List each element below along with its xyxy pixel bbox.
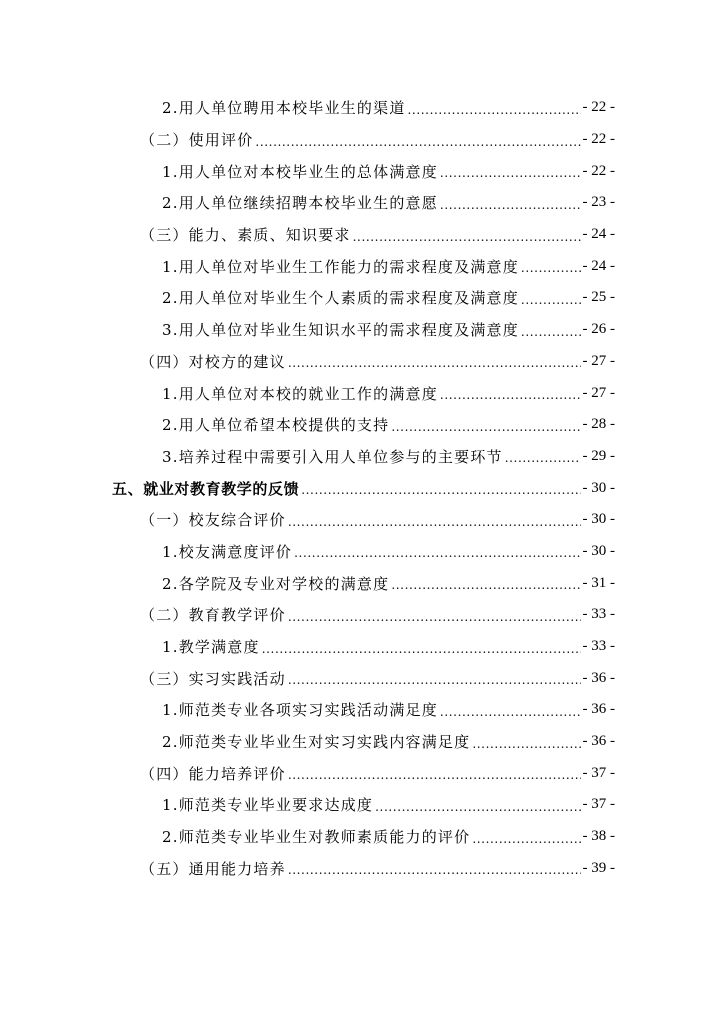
toc-leader-dots [440,701,581,719]
toc-entry-title: 1.用人单位对本校毕业生的总体满意度 [162,162,438,181]
toc-entry[interactable] [0,599,724,631]
toc-entry-title: （二）使用评价 [140,131,254,150]
toc-entry-title: 2.师范类专业毕业生对实习实践内容满足度 [162,733,471,752]
toc-leader-dots [288,352,581,370]
toc-section-entry[interactable] [0,472,724,504]
toc-leader-dots [472,733,580,751]
toc-leader-dots [521,289,581,307]
toc-entry-title: （四）能力培养评价 [140,764,286,783]
toc-leader-dots [440,162,581,180]
toc-leader-dots [391,416,580,434]
toc-entry[interactable] [0,124,724,156]
toc-entry-page: - 27 - [582,384,615,401]
toc-entry[interactable] [0,504,724,536]
table-of-contents [0,92,724,884]
toc-entry-title: 2.用人单位希望本校提供的支持 [162,416,390,435]
toc-entry-page: - 36 - [582,733,615,750]
toc-leader-dots [408,99,581,117]
toc-entry-title: 1.用人单位对毕业生工作能力的需求程度及满意度 [162,257,519,276]
toc-entry[interactable] [0,757,724,789]
toc-leader-dots [521,257,581,275]
toc-entry-page: - 22 - [582,131,615,148]
toc-entry-title: 五、就业对教育教学的反馈 [112,479,300,498]
toc-entry-title: 3.用人单位对毕业生知识水平的需求程度及满意度 [162,321,519,340]
toc-entry[interactable] [0,821,724,853]
toc-entry-title: 2.师范类专业毕业生对教师素质能力的评价 [162,828,471,847]
toc-entry-page: - 23 - [582,194,615,211]
toc-leader-dots [521,321,581,339]
toc-entry[interactable] [0,726,724,758]
toc-entry-title: （四）对校方的建议 [140,352,286,371]
toc-entry-page: - 24 - [582,257,615,274]
toc-entry-page: - 39 - [582,859,615,876]
toc-entry-page: - 37 - [582,764,615,781]
toc-entry-page: - 24 - [582,226,615,243]
toc-entry-page: - 25 - [582,289,615,306]
toc-leader-dots [262,638,581,656]
toc-entry[interactable] [0,187,724,219]
toc-entry-page: - 30 - [582,542,615,559]
toc-leader-dots [294,542,580,560]
toc-entry-title: 1.用人单位对本校的就业工作的满意度 [162,384,438,403]
toc-entry[interactable] [0,567,724,599]
toc-entry[interactable] [0,631,724,663]
toc-entry[interactable] [0,314,724,346]
toc-entry-title: 1.校友满意度评价 [162,542,293,561]
toc-entry-title: （一）校友综合评价 [140,511,286,530]
toc-entry-title: （五）通用能力培养 [140,859,286,878]
toc-entry-title: 1.师范类专业各项实习实践活动满足度 [162,701,438,720]
toc-entry-page: - 31 - [582,574,615,591]
toc-entry[interactable] [0,441,724,473]
toc-entry[interactable] [0,346,724,378]
toc-entry[interactable] [0,92,724,124]
toc-entry-title: （二）教育教学评价 [140,606,286,625]
toc-entry-page: - 36 - [582,669,615,686]
toc-leader-dots [288,606,581,624]
toc-entry-page: - 22 - [582,99,615,116]
toc-entry-title: 2.用人单位聘用本校毕业生的渠道 [162,99,406,118]
toc-entry[interactable] [0,409,724,441]
toc-leader-dots [505,447,581,465]
toc-entry-title: 2.用人单位对毕业生个人素质的需求程度及满意度 [162,289,519,308]
toc-leader-dots [391,574,580,592]
toc-entry-title: （三）能力、素质、知识要求 [140,226,351,245]
toc-entry[interactable] [0,219,724,251]
toc-leader-dots [472,828,580,846]
toc-entry[interactable] [0,694,724,726]
toc-entry[interactable] [0,282,724,314]
toc-entry-title: 1.教学满意度 [162,638,260,657]
toc-entry-title: 3.培养过程中需要引入用人单位参与的主要环节 [162,447,503,466]
toc-entry-page: - 36 - [582,701,615,718]
toc-leader-dots [301,479,580,497]
toc-entry[interactable] [0,789,724,821]
toc-entry-page: - 22 - [582,162,615,179]
toc-entry-page: - 37 - [582,796,615,813]
toc-entry-page: - 30 - [582,511,615,528]
toc-entry[interactable] [0,662,724,694]
toc-leader-dots [440,194,581,212]
toc-leader-dots [353,226,581,244]
toc-entry-page: - 26 - [582,321,615,338]
toc-leader-dots [440,384,581,402]
toc-entry-title: （三）实习实践活动 [140,669,286,688]
toc-leader-dots [255,131,580,149]
toc-entry-page: - 30 - [582,479,615,496]
toc-entry[interactable] [0,377,724,409]
toc-entry[interactable] [0,853,724,885]
toc-leader-dots [288,511,581,529]
toc-entry-page: - 27 - [582,352,615,369]
toc-entry-title: 2.用人单位继续招聘本校毕业生的意愿 [162,194,438,213]
toc-entry-page: - 33 - [582,638,615,655]
toc-entry-page: - 38 - [582,828,615,845]
toc-entry-title: 1.师范类专业毕业要求达成度 [162,796,374,815]
toc-leader-dots [288,764,581,782]
toc-entry-page: - 29 - [582,447,615,464]
toc-entry-title: 2.各学院及专业对学校的满意度 [162,574,390,593]
toc-entry[interactable] [0,250,724,282]
toc-leader-dots [375,796,580,814]
toc-entry[interactable] [0,536,724,568]
toc-leader-dots [288,859,581,877]
toc-entry-page: - 28 - [582,416,615,433]
toc-leader-dots [288,669,581,687]
toc-entry[interactable] [0,155,724,187]
toc-entry-page: - 33 - [582,606,615,623]
